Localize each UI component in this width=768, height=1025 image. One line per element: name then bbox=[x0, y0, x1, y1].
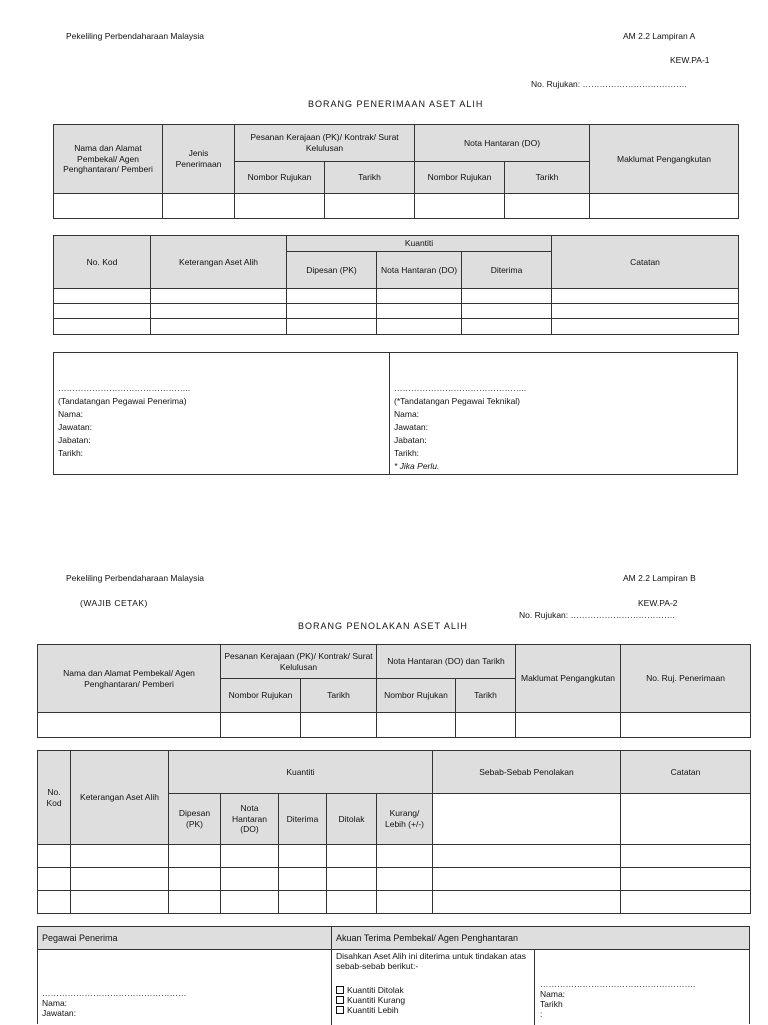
col-do-qty: Nota Hantaran (DO) bbox=[221, 794, 279, 845]
cell-input[interactable] bbox=[552, 304, 739, 319]
col-purchase-order: Pesanan Kerajaan (PK)/ Kontrak/ Surat Kelulusan bbox=[221, 645, 377, 679]
cell-input[interactable] bbox=[169, 845, 221, 868]
cell-input[interactable] bbox=[621, 891, 751, 914]
cell-input[interactable] bbox=[151, 289, 287, 304]
cell-input[interactable] bbox=[38, 868, 71, 891]
supplier-acknowledgement-section[interactable] bbox=[332, 927, 749, 1025]
date-label: Tarikh bbox=[540, 999, 563, 1009]
form-b-title: BORANG PENOLAKAN ASET ALIH bbox=[298, 621, 468, 631]
col-delivery-note: Nota Hantaran (DO) dan Tarikh bbox=[377, 645, 516, 679]
col-received: Diterima bbox=[279, 794, 327, 845]
supplier-signature[interactable] bbox=[540, 979, 695, 1019]
col-transport-info: Maklumat Pengangkutan bbox=[516, 645, 621, 713]
col-do-qty: Nota Hantaran (DO) bbox=[377, 252, 462, 289]
name-label: Nama: bbox=[540, 989, 566, 999]
receipt-ref-input[interactable] bbox=[621, 713, 751, 738]
form-a-header-left: Pekeliling Perbendaharaan Malaysia bbox=[66, 31, 204, 41]
date-label: Tarikh: bbox=[58, 448, 84, 458]
cell-input[interactable] bbox=[71, 845, 169, 868]
col-do-date: Tarikh bbox=[456, 679, 516, 713]
cell-input[interactable] bbox=[327, 845, 377, 868]
col-ordered: Dipesan (PK) bbox=[169, 794, 221, 845]
cell-input[interactable] bbox=[462, 319, 552, 335]
cell-input[interactable] bbox=[169, 868, 221, 891]
col-supplier: Nama dan Alamat Pembekal/ Agen Penghantaran/ Pemberi bbox=[54, 125, 163, 194]
col-supplier: Nama dan Alamat Pembekal/ Agen Penghantaran/ Pemberi bbox=[38, 645, 221, 713]
signature-line: …………………………………………… bbox=[42, 988, 187, 998]
table-row bbox=[54, 304, 739, 319]
form-a-info-table bbox=[53, 124, 739, 219]
cell-input[interactable] bbox=[287, 289, 377, 304]
col-quantity: Kuantiti bbox=[169, 751, 433, 794]
supplier-input[interactable] bbox=[54, 194, 163, 219]
form-b-code: KEW.PA-2 bbox=[638, 598, 678, 608]
date-label: Tarikh: bbox=[394, 448, 420, 458]
col-rejected: Ditolak bbox=[327, 794, 377, 845]
signature-line: ……………………………………….. bbox=[58, 383, 191, 393]
rejection-reasons-input[interactable] bbox=[433, 794, 621, 845]
po-ref-input[interactable] bbox=[221, 713, 301, 738]
signature-label: (*Tandatangan Pegawai Teknikal) bbox=[394, 396, 521, 406]
cell-input[interactable] bbox=[54, 319, 151, 335]
cell-input[interactable] bbox=[377, 845, 433, 868]
col-description: Keterangan Aset Alih bbox=[151, 236, 287, 289]
col-received: Diterima bbox=[462, 252, 552, 289]
col-po-date: Tarikh bbox=[301, 679, 377, 713]
form-a-ref-number[interactable]: No. Rujukan: ………………………………. bbox=[531, 79, 687, 89]
table-row bbox=[54, 289, 739, 304]
po-ref-input[interactable] bbox=[235, 194, 325, 219]
cell-input[interactable] bbox=[377, 319, 462, 335]
col-notes: Catatan bbox=[552, 236, 739, 289]
po-date-input[interactable] bbox=[325, 194, 415, 219]
col-receipt-type: Jenis Penerimaan bbox=[163, 125, 235, 194]
signature-line: ………………………………………………. bbox=[540, 979, 696, 989]
cell-input[interactable] bbox=[38, 845, 71, 868]
signature-line: ……………………………………….. bbox=[394, 383, 527, 393]
form-b-header-left: Pekeliling Perbendaharaan Malaysia bbox=[66, 573, 204, 583]
cell-input[interactable] bbox=[377, 868, 433, 891]
form-b-items-table bbox=[37, 750, 751, 914]
po-date-input[interactable] bbox=[301, 713, 377, 738]
post-label: Jawatan: bbox=[394, 422, 429, 432]
do-ref-input[interactable] bbox=[415, 194, 505, 219]
cell-input[interactable] bbox=[169, 891, 221, 914]
cell-input[interactable] bbox=[151, 304, 287, 319]
cell-input[interactable] bbox=[54, 304, 151, 319]
cell-input[interactable] bbox=[54, 289, 151, 304]
checkbox-icon[interactable] bbox=[336, 986, 344, 994]
cell-input[interactable] bbox=[221, 868, 279, 891]
receiving-officer-header: Pegawai Penerima bbox=[38, 927, 331, 950]
name-label: Nama: bbox=[42, 998, 68, 1008]
form-a-items-table bbox=[53, 235, 739, 335]
col-receipt-ref: No. Ruj. Penerimaan bbox=[621, 645, 751, 713]
col-do-date: Tarikh bbox=[505, 162, 590, 194]
col-do-ref-no: Nombor Rujukan bbox=[377, 679, 456, 713]
checkbox-icon[interactable] bbox=[336, 1006, 344, 1014]
form-b-info-table bbox=[37, 644, 751, 738]
cell-input[interactable] bbox=[552, 289, 739, 304]
col-quantity: Kuantiti bbox=[287, 236, 552, 252]
post-label: Jawatan: bbox=[58, 422, 93, 432]
cell-input[interactable] bbox=[552, 319, 739, 335]
supplier-input[interactable] bbox=[38, 713, 221, 738]
col-difference: Kurang/ Lebih (+/-) bbox=[377, 794, 433, 845]
cell-input[interactable] bbox=[327, 891, 377, 914]
form-b-acknowledgement-box bbox=[37, 926, 750, 1024]
cell-input[interactable] bbox=[279, 868, 327, 891]
table-row bbox=[54, 319, 739, 335]
receiving-officer-signature[interactable] bbox=[54, 353, 390, 474]
col-delivery-note: Nota Hantaran (DO) bbox=[415, 125, 590, 162]
col-po-date: Tarikh bbox=[325, 162, 415, 194]
cell-input[interactable] bbox=[433, 891, 621, 914]
cell-input[interactable] bbox=[38, 891, 71, 914]
col-notes: Catatan bbox=[621, 751, 751, 794]
receipt-type-input[interactable] bbox=[163, 194, 235, 219]
cell-input[interactable] bbox=[71, 891, 169, 914]
name-label: Nama: bbox=[394, 409, 420, 419]
technical-officer-signature[interactable] bbox=[390, 353, 737, 474]
notes-input[interactable] bbox=[621, 794, 751, 845]
form-a-title: BORANG PENERIMAAN ASET ALIH bbox=[308, 99, 484, 109]
confirmation-text: Disahkan Aset Alih ini diterima untuk tindakan atas sebab-sebab berikut:- bbox=[336, 951, 526, 971]
form-a-code: KEW.PA-1 bbox=[670, 55, 710, 65]
col-transport-info: Maklumat Pengangkutan bbox=[590, 125, 739, 194]
col-ordered: Dipesan (PK) bbox=[287, 252, 377, 289]
cell-input[interactable] bbox=[377, 891, 433, 914]
post-label: Jawatan: bbox=[42, 1008, 77, 1018]
name-label: Nama: bbox=[58, 409, 84, 419]
col-description: Keterangan Aset Alih bbox=[71, 751, 169, 845]
col-rejection-reasons: Sebab-Sebab Penolakan bbox=[433, 751, 621, 794]
do-date-input[interactable] bbox=[505, 194, 590, 219]
supplier-acknowledgement-header: Akuan Terima Pembekal/ Agen Penghantaran bbox=[332, 927, 749, 950]
department-label: Jabatan: bbox=[394, 435, 427, 445]
rejection-options bbox=[336, 985, 405, 1015]
receiving-officer-section[interactable] bbox=[38, 927, 332, 1025]
col-do-ref-no: Nombor Rujukan bbox=[415, 162, 505, 194]
col-purchase-order: Pesanan Kerajaan (PK)/ Kontrak/ Surat Kelulusan bbox=[235, 125, 415, 162]
cell-input[interactable] bbox=[221, 891, 279, 914]
colon-label: : bbox=[540, 1009, 543, 1019]
signature-label: (Tandatangan Pegawai Penerima) bbox=[58, 396, 187, 406]
option-excess[interactable]: Kuantiti Lebih bbox=[336, 1005, 405, 1015]
option-short[interactable]: Kuantiti Kurang bbox=[336, 995, 405, 1005]
checkbox-icon[interactable] bbox=[336, 996, 344, 1004]
cell-input[interactable] bbox=[151, 319, 287, 335]
cell-input[interactable] bbox=[287, 304, 377, 319]
table-row bbox=[38, 891, 751, 914]
do-ref-input[interactable] bbox=[377, 713, 456, 738]
cell-input[interactable] bbox=[433, 868, 621, 891]
transport-input[interactable] bbox=[590, 194, 739, 219]
form-b-header-right: AM 2.2 Lampiran B bbox=[623, 573, 696, 583]
cell-input[interactable] bbox=[71, 868, 169, 891]
form-a-signature-box bbox=[53, 352, 738, 475]
cell-input[interactable] bbox=[279, 891, 327, 914]
option-rejected[interactable]: Kuantiti Ditolak bbox=[336, 985, 405, 995]
table-row bbox=[38, 868, 751, 891]
form-b-ref-number[interactable]: No. Rujukan: ………………………………. bbox=[519, 610, 675, 620]
cell-input[interactable] bbox=[462, 304, 552, 319]
cell-input[interactable] bbox=[433, 845, 621, 868]
cell-input[interactable] bbox=[377, 304, 462, 319]
col-code: No. Kod bbox=[54, 236, 151, 289]
col-po-ref-no: Nombor Rujukan bbox=[235, 162, 325, 194]
transport-input[interactable] bbox=[516, 713, 621, 738]
col-po-ref-no: Nombor Rujukan bbox=[221, 679, 301, 713]
cell-input[interactable] bbox=[287, 319, 377, 335]
cell-input[interactable] bbox=[462, 289, 552, 304]
form-a-header-right: AM 2.2 Lampiran A bbox=[623, 31, 696, 41]
cell-input[interactable] bbox=[621, 845, 751, 868]
cell-input[interactable] bbox=[377, 289, 462, 304]
cell-input[interactable] bbox=[279, 845, 327, 868]
cell-input[interactable] bbox=[221, 845, 279, 868]
footnote: * Jika Perlu. bbox=[394, 461, 440, 471]
do-date-input[interactable] bbox=[456, 713, 516, 738]
col-code: No. Kod bbox=[38, 751, 71, 845]
form-b-mandatory-print: (WAJIB CETAK) bbox=[80, 598, 148, 608]
table-row bbox=[38, 845, 751, 868]
cell-input[interactable] bbox=[621, 868, 751, 891]
department-label: Jabatan: bbox=[58, 435, 91, 445]
cell-input[interactable] bbox=[327, 868, 377, 891]
